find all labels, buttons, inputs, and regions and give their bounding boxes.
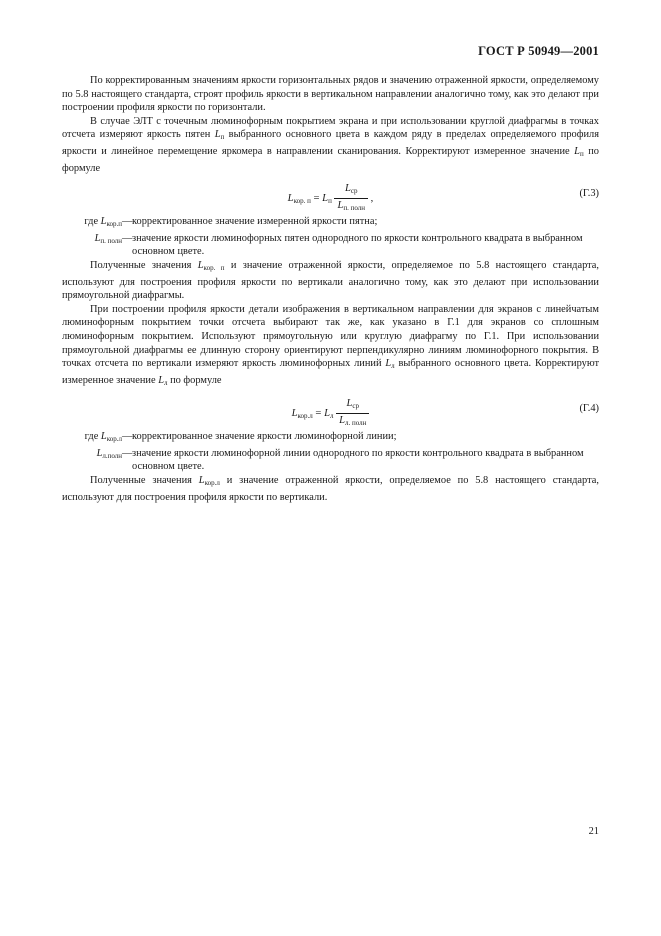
- paragraph-4: При построении профиля яркости детали изображения в вертикальном направлении для экранов с линейчатым люминофорным покрытием точки отсчета выбирают так же, как указано в Г.1 для экранов со сплошным люминофорным покрытием. Используют прямоугольную или круглую диафрагму по Г.1. При использовании прямоугольной диафрагмы ее длинную сторону ориентируют перпендикулярно линиям люминофорного покрытия. В точках отсчета по вертикали измеряют яркость люминофорных линий $L_л$ выбранного основного цвета. Корректируют измеренное значение $L_л$ по формуле: [62, 303, 599, 387]
- document-body: [62, 74, 599, 504]
- formula-number: (Г.3): [579, 188, 599, 200]
- paragraph-1: По корректированным значениям яркости горизонтальных рядов и значению отраженной яркости, определяемому по 5.8 настоящего стандарта, строят профиль яркости в вертикальном направлении аналогично тому, как это делают при построении профиля яркости по горизонтали.: [62, 75, 599, 114]
- paragraph-5: Полученные значения $L_{кор.л}$ и значение отраженной яркости, определяемое по 5.8 настоящего стандарта, используют для построения профиля яркости по вертикали.: [62, 475, 599, 503]
- fraction: $\frac{L_{ср}}{L_{п. полн}}$: [334, 182, 368, 215]
- page-number: 21: [588, 826, 599, 837]
- paragraph-3: Полученные значения $L_{кор. п}$ и значение отраженной яркости, определяемое по 5.8 настоящего стандарта, используют для построения профиля яркости по вертикали аналогично тому, как это делают при использовании прямоугольной диафрагмы.: [62, 259, 600, 302]
- document-header: ГОСТ Р 50949—2001: [478, 44, 599, 58]
- where-list-g3: где $L_{кор.п}$ — корректированное значение измеренной яркости пятна; $L_{п. полн}$ — значение яркости люминофорных пятен однородного по яркости контрольного квадрата в выбранном основном цвете.: [84, 216, 583, 258]
- paragraph-2: В случае ЭЛТ с точечным люминофорным покрытием экрана и при использовании круглой диафрагмы в точках отсчета измеряют яркость пятен $L_п$ выбранного основного цвета в каждом ряду в пределах определяемого профиля яркости и линейное перемещение яркомера в направлении сканирования. Корректируют измеренное значение $L_п$ по формуле: [62, 115, 599, 174]
- formula-number: (Г.4): [579, 403, 599, 415]
- formula-g3: $L_{кор. п} = L_п$ $\frac{L_{ср}}{L_{п. полн}}$ , (Г.3): [62, 179, 599, 213]
- where-list-g4: где $L_{кор.л}$ — корректированное значение яркости люминофорной линии; $L_{л.полн}$ — значение яркости люминофорной линии однородного по яркости контрольного квадрата в выбранном основном цвете.: [84, 431, 584, 473]
- formula-g4: $L_{кор.л} = L_л$ $\frac{L_{ср}}{L_{л. полн}}$ (Г.4): [62, 394, 599, 428]
- fraction: $\frac{L_{ср}}{L_{л. полн}}$: [336, 397, 369, 430]
